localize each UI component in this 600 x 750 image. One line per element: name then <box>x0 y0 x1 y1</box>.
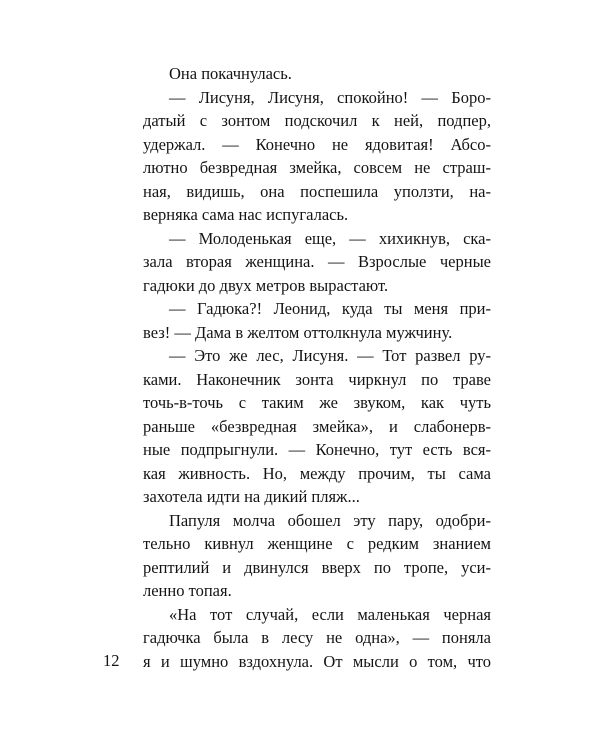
text-line: тельно кивнул женщине с редким знанием <box>143 534 491 553</box>
text-line: — Молоденькая еще, — хихикнув, ска- <box>169 228 491 248</box>
text-line: ные подпрыгнули. — Конечно, тут есть вся- <box>143 440 491 459</box>
text-line: гадючка была в лесу не одна», — поняла <box>143 628 491 647</box>
text-line: точь-в-точь с таким же звуком, как чуть <box>143 393 491 412</box>
text-line: вез! — Дама в желтом оттолкнула мужчину. <box>143 322 453 342</box>
text-line: — Лисуня, Лисуня, спокойно! — Боро- <box>169 87 491 107</box>
text-line: зала вторая женщина. — Взрослые черные <box>143 252 491 271</box>
text-line: захотела идти на дикий пляж... <box>143 487 360 506</box>
text-line: верняка сама нас испугалась. <box>143 205 349 224</box>
text-line: ками. Наконечник зонта чиркнул по траве <box>143 369 491 389</box>
text-line: Папуля молча обошел эту пару, одобри- <box>169 510 491 530</box>
text-line: рептилий и двинулся вверх по тропе, уси- <box>143 557 491 577</box>
text-line: удержал. — Конечно не ядовитая! Абсо- <box>143 134 491 154</box>
text-line: — Это же лес, Лисуня. — Тот развел ру- <box>169 346 491 365</box>
text-line: — Гадюка?! Леонид, куда ты меня при- <box>169 299 491 318</box>
text-line: кая живность. Но, между прочим, ты сама <box>143 463 491 483</box>
text-line: раньше «безвредная змейка», и слабонерв- <box>143 416 491 436</box>
text-line: Она покачнулась. <box>169 64 292 83</box>
text-line: «На тот случай, если маленькая черная <box>169 604 491 624</box>
text-line: я и шумно вздохнула. От мысли о том, что <box>143 651 491 671</box>
text-line: датый с зонтом подскочил к ней, подпер, <box>143 111 491 130</box>
text-line: гадюки до двух метров вырастают. <box>143 275 389 295</box>
text-block <box>143 62 491 673</box>
text-line: лютно безвредная змейка, совсем не страш- <box>143 158 491 177</box>
page-number: 12 <box>103 651 120 670</box>
text-line: ленно топая. <box>143 581 232 600</box>
text-line: ная, видишь, она поспешила уползти, на- <box>143 181 491 201</box>
